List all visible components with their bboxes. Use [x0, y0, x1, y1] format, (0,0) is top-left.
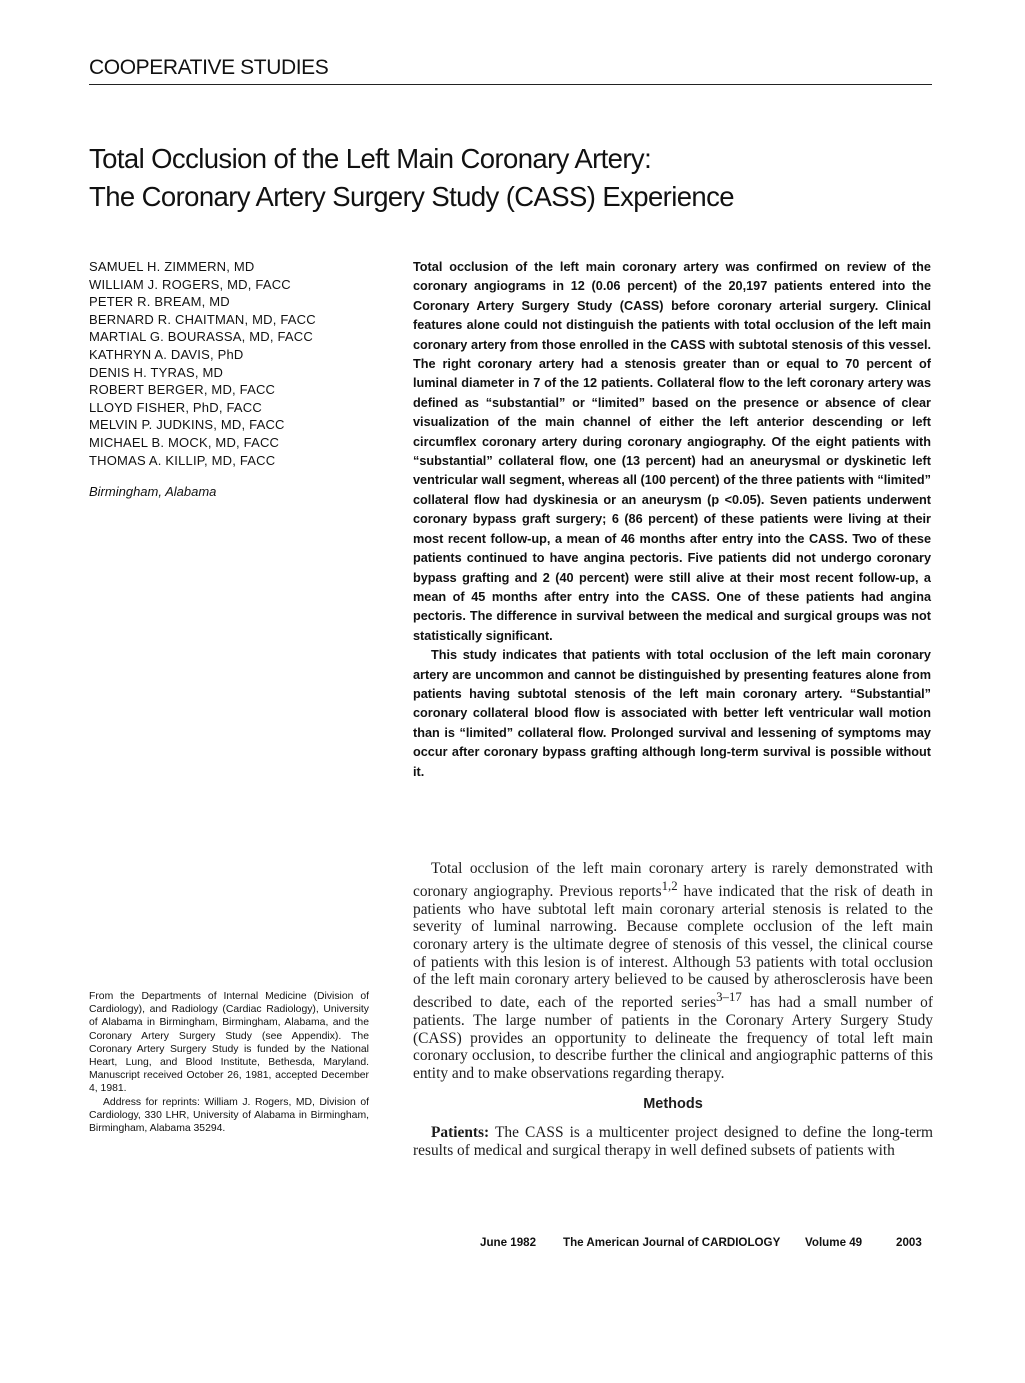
abstract	[413, 258, 931, 782]
footer-volume: Volume 49	[805, 1236, 863, 1249]
abstract-paragraph: This study indicates that patients with total occlusion of the left main coronary artery are uncommon and cannot be distinguished by presenting features alone from patients having subtotal stenosis of the left main coronary artery. “Substantial” coronary collateral blood flow is associated with better left ventricular wall motion than is “limited” collateral flow. Prolonged survival and lessening of symptoms may occur after coronary bypass grafting although long-term survival is possible without it.	[413, 648, 931, 779]
author: MELVIN P. JUDKINS, MD, FACC	[89, 417, 285, 433]
author: THOMAS A. KILLIP, MD, FACC	[89, 452, 276, 468]
footer-journal: The American Journal of CARDIOLOGY	[563, 1236, 781, 1249]
section-header: COOPERATIVE STUDIES	[89, 56, 329, 79]
footer-date: June 1982	[480, 1236, 537, 1249]
author: PETER R. BREAM, MD	[89, 294, 230, 310]
title-line-1: Total Occlusion of the Left Main Coronary Artery:	[89, 143, 652, 174]
affiliation-note: From the Departments of Internal Medicine (Division of Cardiology), and Radiology (Cardiac Radiology), University of Alabama in Birmingham, Birmingham, Alabama, and the Coronary Artery Surgery Study (see Appendix). The Coronary Artery Surgery Study is funded by the National Heart, Lung, and Blood Institute, Bethesda, Maryland. Manuscript received October 26, 1981, accepted December 4, 1981.	[89, 991, 369, 1095]
header-rule	[89, 84, 932, 85]
author: ROBERT BERGER, MD, FACC	[89, 382, 276, 398]
author: KATHRYN A. DAVIS, PhD	[89, 346, 244, 362]
author: DENIS H. TYRAS, MD	[89, 364, 224, 380]
citation: 3–17	[716, 990, 742, 1005]
author: WILLIAM J. ROGERS, MD, FACC	[89, 276, 291, 292]
run-in-heading: Patients:	[431, 1124, 490, 1142]
abstract-paragraph: Total occlusion of the left main coronary artery was confirmed on review of the coronary angiograms in 12 (0.06 percent) of the 20,197 patients entered into the Coronary Artery Surgery Study (CASS) before coronary arterial surgery. Clinical features alone could not distinguish the patients with total occlusion of the left main coronary artery from those enrolled in the CASS with subtotal stenosis of this vessel. The right coronary artery had a stenosis greater than or equal to 70 percent of luminal diameter in 7 of the 12 patients. Collateral flow to the left coronary artery was defined as “substantial” or “limited” based on the presence or absence of clear visualization of the main channel of either the left anterior descending or left circumflex coronary artery during coronary angiography. Of the eight patients with “substantial” collateral flow, one (13 percent) had an aneurysmal or dyskinetic left ventricular wall segment, whereas all (100 percent) of the three patients with “limited” collateral flow had dyskinesia or an aneurysm (p <0.05). Seven patients underwent coronary bypass graft surgery; 6 (86 percent) of these patients were living at their most recent follow-up, a mean of 46 months after entry into the CASS. Two of these patients continued to have angina pectoris. Five patients did not undergo coronary bypass grafting and 2 (40 percent) were still alive at their most recent follow-up, a mean of 45 months after entry into the CASS. One of these patients had angina pectoris. The difference in survival between the medical and surgical groups was not statistically significant.	[413, 260, 931, 643]
author: MICHAEL B. MOCK, MD, FACC	[89, 434, 280, 450]
author-list	[89, 258, 316, 469]
author: MARTIAL G. BOURASSA, MD, FACC	[89, 329, 313, 345]
location: Birmingham, Alabama	[89, 484, 217, 499]
intro-paragraph: Total occlusion of the left main coronary artery is rarely demonstrated with coronary angiography. Previous reports$^{1,2}$ have indicated that the risk of death in patients who have subtotal left main coronary arterial stenosis is related to the severity of luminal narrowing. Because complete occlusion of the left main coronary artery is the ultimate degree of stenosis of this vessel, the clinical course of patients with this lesion is of interest. Although 53 patients with total occlusion of the left main coronary artery believed to be caused by atherosclerosis have been described to date, each of the reported series$^{3-17}$ has had a small number of patients. The large number of patients in the Coronary Artery Surgery Study (CASS) provides an opportunity to delineate the frequency of total left main coronary occlusion, to describe further the clinical and angiographic patterns of this entity and to make observations regarding therapy.	[413, 860, 933, 1082]
reprints-note: Address for reprints: William J. Rogers, MD, Division of Cardiology, 330 LHR, University of Alabama in Birmingham, Birmingham, Alabama 35294.	[89, 1096, 369, 1135]
body-text	[413, 860, 933, 1160]
author: BERNARD R. CHAITMAN, MD, FACC	[89, 311, 316, 327]
citation: 1,2	[661, 878, 678, 893]
author: LLOYD FISHER, PhD, FACC	[89, 399, 262, 415]
patients-paragraph: Patients: The CASS is a multicenter project designed to define the long-term results of medical and surgical therapy in well defined subsets of patients with	[413, 1124, 933, 1160]
page-number: 2003	[896, 1236, 922, 1249]
page-footer	[480, 1236, 932, 1249]
author: SAMUEL H. ZIMMERN, MD	[89, 259, 255, 274]
title-line-2: The Coronary Artery Surgery Study (CASS) Experience	[89, 181, 734, 212]
footnote	[89, 990, 369, 1135]
article-title	[89, 140, 949, 216]
section-heading-methods: Methods	[643, 1095, 703, 1112]
